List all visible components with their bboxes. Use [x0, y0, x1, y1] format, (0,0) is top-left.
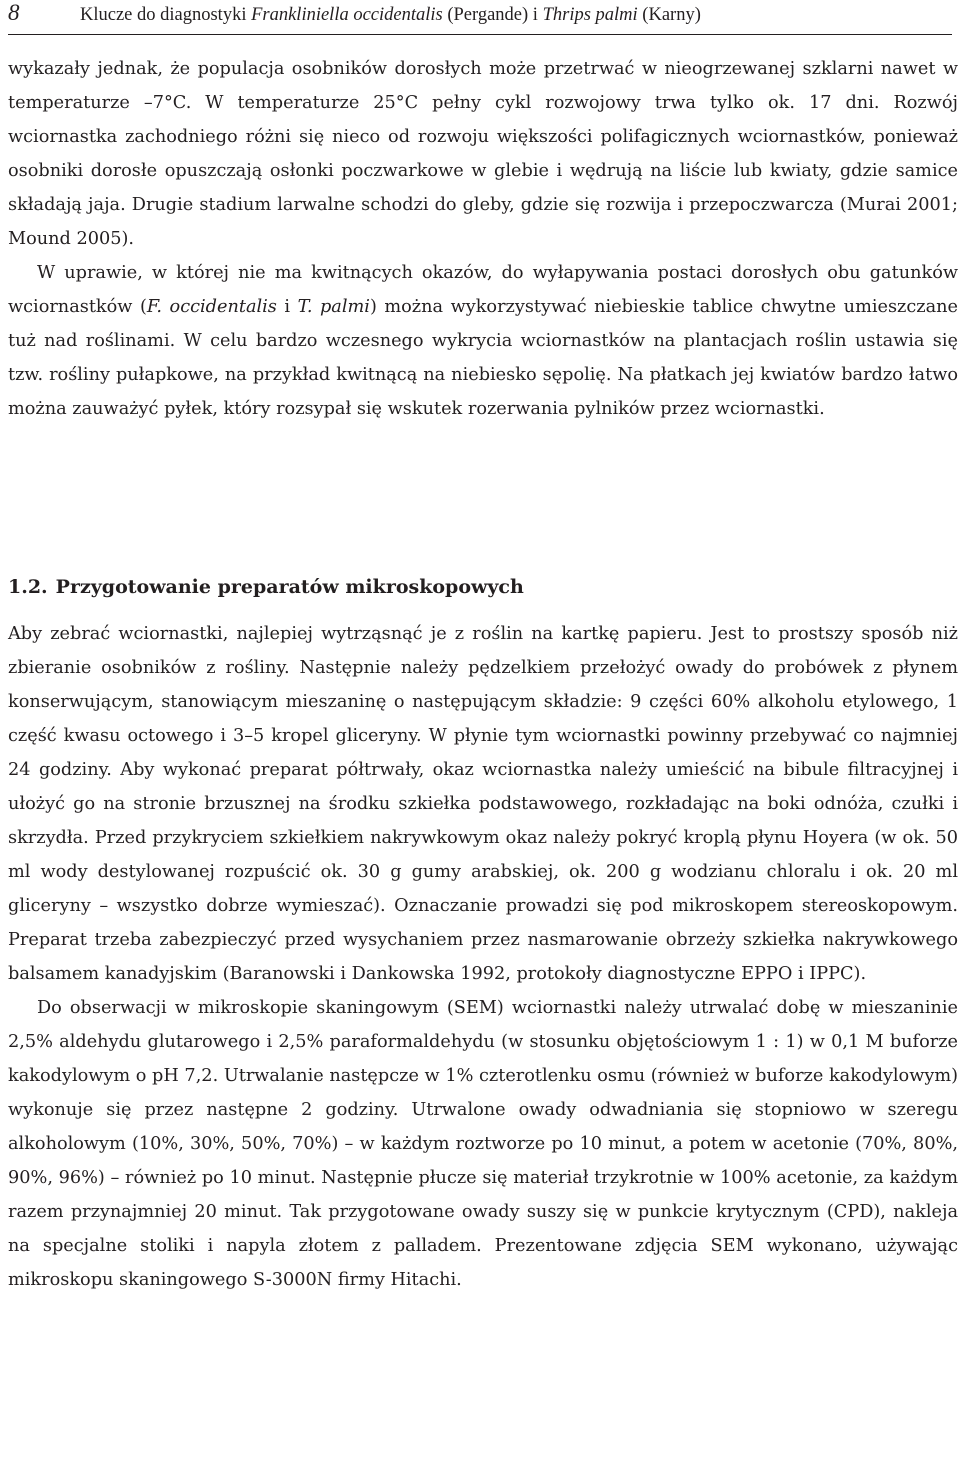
section-number: 1.2.: [8, 576, 48, 598]
running-title-species-1: Frankliniella occidentalis: [251, 5, 443, 25]
running-header: [8, 0, 952, 35]
running-title-text: (Pergande) i: [442, 5, 543, 25]
paragraph: Do obserwacji w mikroskopie skaningowym (SEM) wciornastki należy utrwalać dobę w mieszaninie 2,5% aldehydu glutarowego i 2,5% paraformaldehydu (w stosunku objętościowym 1 : 1) w 0,1 M buforze kakodylowym o pH 7,2. Utrwalanie następcze w 1% czterotlenku osmu (również w buforze kakodylowym) wykonuje się przez następne 2 godziny. Utrwalone owady odwadniania się stopniowo w szeregu alkoholowym (10%, 30%, 50%, 70%) – w każdym roztworze po 10 minut, a potem w acetonie (70%, 80%, 90%, 96%) – również po 10 minut. Następnie płucze się materiał trzykrotnie w 100% acetonie, za każdym razem przynajmniej 20 minut. Tak przygotowane owady suszy się w punkcie krytycznym (CPD), nakleja na specjalne stoliki i napyla złotem z palladem. Prezentowane zdjęcia SEM wykonano, używając mikroskopu skaningowego S-3000N firmy Hitachi.: [8, 998, 958, 1290]
species-name: T. palmi: [297, 297, 370, 317]
running-title-text: Klucze do diagnostyki: [80, 5, 252, 25]
paragraph-text: ) można wykorzystywać niebieskie tablice chwytne umieszczane tuż nad roślinami. W celu bardzo wczesnego wykrycia wciornastków na plantacjach roślin ustawia się tzw. rośliny pułapkowe, na przykład kwitnącą na niebiesko sępolię. Na płatkach jej kwiatów bardzo łatwo można zauważyć pyłek, który rozsypał się wskutek rozerwania pylników przez wciornastki.: [8, 297, 958, 419]
section-continued-text: [8, 52, 958, 426]
running-title: [80, 3, 701, 27]
paragraph: Aby zebrać wciornastki, najlepiej wytrząsnąć je z roślin na kartkę papieru. Jest to prostszy sposób niż zbieranie osobników z rośliny. Następnie należy pędzelkiem przełożyć owady do probówek z płynem konserwującym, stanowiącym mieszaninę o następującym składzie: 9 części 60% alkoholu etylowego, 1 część kwasu octowego i 3–5 kropel gliceryny. W płynie tym wciornastki powinny przebywać co najmniej 24 godziny. Aby wykonać preparat półtrwały, okaz wciornastka należy umieścić na bibule filtracyjnej i ułożyć go na stronie brzusznej na środku szkiełka podstawowego, rozkładając na boki odnóża, czułki i skrzydła. Przed przykryciem szkiełkiem nakrywkowym okaz należy pokryć kroplą płynu Hoyera (w ok. 50 ml wody destylowanej rozpuścić ok. 30 g gumy arabskiej, ok. 200 g wodzianu chloralu i ok. 20 ml gliceryny – wszystko dobrze wymieszać). Oznaczanie prowadzi się pod mikroskopem stereoskopowym. Preparat trzeba zabezpieczyć przed wysychaniem przez nasmarowanie obrzeży szkiełka nakrywkowego balsamem kanadyjskim (Baranowski i Dankowska 1992, protokoły diagnostyczne EPPO i IPPC).: [8, 624, 958, 984]
page-number: 8: [8, 0, 20, 25]
paragraph: wykazały jednak, że populacja osobników dorosłych może przetrwać w nieogrzewanej szklarni nawet w temperaturze –7°C. W temperaturze 25°C pełny cykl rozwojowy trwa tylko ok. 17 dni. Rozwój wciornastka zachodniego różni się nieco od rozwoju większości polifagicznych wciornastków, ponieważ osobniki dorosłe opuszczają osłonki poczwarkowe w glebie i wędrują na liście lub kwiaty, gdzie samice składają jaja. Drugie stadium larwalne schodzi do gleby, gdzie się rozwija i przepoczwarcza (Murai 2001; Mound 2005).: [8, 59, 958, 249]
paragraph: [8, 256, 958, 426]
paragraph-text: W uprawie, w której nie ma kwitnących okazów, do wyłapywania postaci dorosłych obu gatunków wciornastków (: [8, 263, 958, 317]
running-title-species-2: Thrips palmi: [542, 5, 638, 25]
section-body: [8, 617, 958, 1297]
paragraph-text: i: [276, 297, 298, 317]
running-title-text: (Karny): [637, 5, 701, 25]
section-title: Przygotowanie preparatów mikroskopowych: [55, 576, 524, 598]
section-heading: [8, 572, 524, 602]
species-name: F. occidentalis: [146, 297, 277, 317]
